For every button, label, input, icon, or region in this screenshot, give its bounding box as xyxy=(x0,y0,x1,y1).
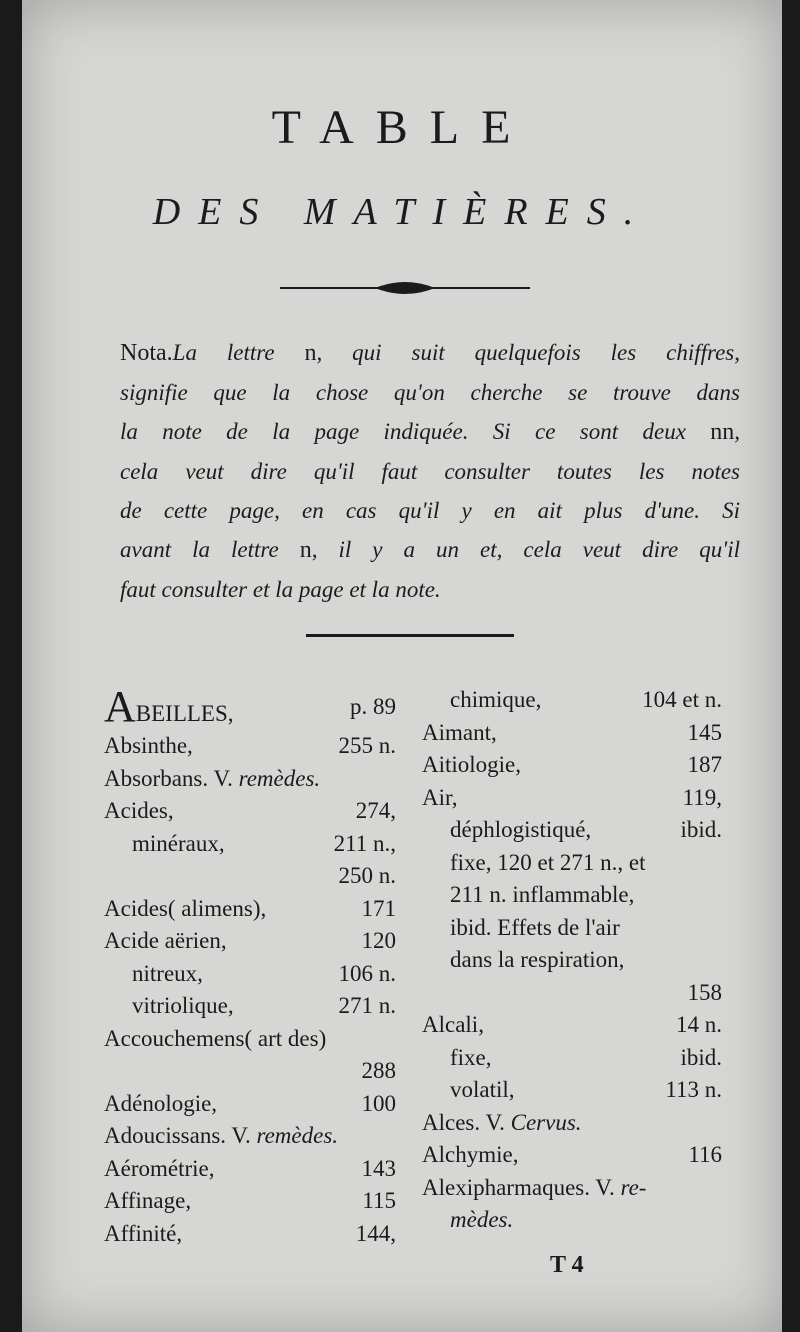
index-entry xyxy=(104,684,396,730)
entry-term-text: BEILLES, xyxy=(135,701,234,726)
entry-page-ref: p. 89 xyxy=(350,694,396,719)
entry-term-text: Affinage, xyxy=(104,1188,192,1213)
nota-label: Nota. xyxy=(120,340,173,366)
entry-term xyxy=(104,958,203,991)
entry-page-ref: 120 xyxy=(361,928,396,953)
index-entry xyxy=(104,1153,396,1186)
index-entry xyxy=(104,1055,396,1088)
entry-term-text: Acide aërien, xyxy=(104,928,227,953)
index-entry xyxy=(422,1042,722,1075)
entry-term-text: Acides( alimens), xyxy=(104,895,267,921)
nota-text: signifie que la chose qu'on cherche se trouve dans xyxy=(120,380,740,405)
nota-text: avant la lettre xyxy=(120,537,300,562)
index-entry xyxy=(422,717,722,750)
entry-term xyxy=(104,1120,338,1153)
entry-term xyxy=(422,1042,492,1075)
entry-term-text: Air, xyxy=(422,784,458,810)
entry-term-text: Aimant, xyxy=(422,719,497,745)
entry-page-ref: 14 n. xyxy=(676,1012,722,1037)
entry-term xyxy=(104,763,320,796)
index-entry xyxy=(104,860,396,893)
entry-term xyxy=(422,1204,513,1237)
entry-term-text: Absinthe, xyxy=(104,733,193,758)
nota-paragraph xyxy=(120,333,740,609)
index-entry xyxy=(104,1088,396,1121)
entry-page-ref: ibid. xyxy=(680,817,722,842)
index-entry xyxy=(422,1139,722,1172)
entry-term xyxy=(104,1218,182,1251)
entry-term xyxy=(422,912,620,945)
nota-text: cela veut dire qu'il faut consulter toutes les notes xyxy=(120,459,740,484)
page-subtitle: DES MATIÈRES. xyxy=(152,191,652,233)
nota-text: , qui suit quelquefois les chiffres, xyxy=(316,340,740,365)
entry-term-text: Aérométrie, xyxy=(104,1155,215,1181)
nota-line xyxy=(120,412,740,452)
index-entry xyxy=(104,763,396,796)
entry-term xyxy=(422,749,521,782)
entry-page-ref: 158 xyxy=(687,979,722,1005)
entry-page-ref: 106 n. xyxy=(338,960,396,986)
entry-term-text: Adoucissans. V. xyxy=(104,1123,257,1148)
nota-text: La lettre xyxy=(172,340,305,365)
index-entry xyxy=(422,944,722,977)
entry-term-text: fixe, xyxy=(450,1044,492,1070)
entry-term-italic: remèdes. xyxy=(238,765,321,791)
entry-term-text: dans la respiration, xyxy=(450,947,625,972)
entry-page-ref: 255 n. xyxy=(338,733,396,758)
entry-term-text: Adénologie, xyxy=(104,1090,218,1116)
index-entry xyxy=(422,847,722,880)
entry-term xyxy=(422,944,624,977)
entry-term-text: ibid. Effets de l'air xyxy=(450,914,620,940)
index-entry xyxy=(104,1185,396,1218)
entry-page-ref: 211 n., xyxy=(333,830,396,856)
entry-page-ref: ibid. xyxy=(680,1044,722,1070)
entry-term xyxy=(422,879,634,912)
entry-term xyxy=(422,684,541,717)
nota-line xyxy=(120,373,740,412)
nota-line xyxy=(120,491,740,530)
index-entry xyxy=(104,958,396,991)
entry-page-ref: 144, xyxy=(355,1220,396,1246)
entry-term-italic: mèdes. xyxy=(450,1207,514,1232)
index-entry xyxy=(422,749,722,782)
nota-letter: n xyxy=(304,340,317,366)
entry-term xyxy=(422,814,591,847)
entry-term xyxy=(104,1185,191,1218)
nota-line xyxy=(120,570,740,609)
entry-term-text: volatil, xyxy=(450,1077,515,1102)
entry-term xyxy=(104,1023,326,1056)
horizontal-rule xyxy=(306,634,514,637)
index-entry xyxy=(104,828,396,861)
entry-page-ref: 250 n. xyxy=(338,863,396,888)
nota-letter: n xyxy=(299,537,312,563)
entry-term xyxy=(422,1107,582,1140)
nota-text: , xyxy=(734,419,740,444)
index-entry xyxy=(422,912,722,945)
entry-term-text: 211 n. inflammable, xyxy=(450,882,635,907)
index-column-left xyxy=(104,684,396,1250)
entry-term-text: fixe, 120 et 271 n., et xyxy=(450,849,646,875)
entry-term-text: Alexipharmaques. V. xyxy=(422,1174,621,1200)
index-entry xyxy=(104,1023,396,1056)
nota-line xyxy=(120,530,740,570)
entry-page-ref: 113 n. xyxy=(665,1077,722,1102)
index-entry xyxy=(422,1107,722,1140)
entry-page-ref: 171 xyxy=(361,895,396,921)
index-entry xyxy=(422,782,722,815)
nota-text: faut consulter et la page et la note. xyxy=(120,577,441,602)
entry-page-ref: 288 xyxy=(361,1058,396,1083)
entry-term xyxy=(104,795,174,828)
entry-term-text: Alces. V. xyxy=(422,1109,511,1135)
entry-page-ref: 187 xyxy=(687,752,722,777)
index-entry xyxy=(422,1204,722,1237)
index-entry xyxy=(104,730,396,763)
entry-term-text: Acides, xyxy=(104,798,174,823)
entry-term-text: déphlogistiqué, xyxy=(450,817,592,842)
entry-term-text: Accouchemens( art des) xyxy=(104,1025,327,1051)
index-entry xyxy=(104,1218,396,1251)
entry-term-italic: Cervus. xyxy=(510,1109,582,1135)
index-entry xyxy=(104,925,396,958)
page-title: TABLE xyxy=(271,101,533,154)
nota-letter: nn xyxy=(710,419,735,445)
entry-term xyxy=(422,1139,518,1172)
entry-term xyxy=(104,893,266,926)
index-entry xyxy=(104,1120,396,1153)
entry-term-text: Affinité, xyxy=(104,1220,183,1246)
index-entry xyxy=(422,1172,722,1205)
nota-text: , il y a un et, cela veut dire qu'il xyxy=(311,537,740,562)
entry-term xyxy=(104,925,227,958)
entry-term-text: nitreux, xyxy=(132,960,203,986)
index-entry xyxy=(422,684,722,717)
entry-term xyxy=(104,1088,217,1121)
index-entry xyxy=(422,1009,722,1042)
entry-term-text: Alchymie, xyxy=(422,1142,519,1167)
index-entry xyxy=(422,879,722,912)
entry-term xyxy=(104,730,193,763)
index-entry xyxy=(422,1074,722,1107)
entry-page-ref: 119, xyxy=(682,784,722,810)
entry-term xyxy=(104,1153,214,1186)
entry-term-text: Aitiologie, xyxy=(422,752,522,777)
entry-page-ref: 104 et n. xyxy=(642,687,722,712)
entry-term-text: vitriolique, xyxy=(132,993,234,1018)
entry-term xyxy=(104,828,225,861)
entry-page-ref: 100 xyxy=(361,1090,396,1116)
entry-page-ref: 271 n. xyxy=(338,993,396,1018)
drop-cap: A xyxy=(104,682,136,731)
nota-line xyxy=(120,452,740,491)
entry-term xyxy=(104,990,234,1023)
entry-term-italic: re- xyxy=(620,1174,647,1200)
entry-term xyxy=(104,684,234,730)
entry-page-ref: 145 xyxy=(687,719,722,745)
index-entry xyxy=(422,977,722,1010)
index-entry xyxy=(104,795,396,828)
entry-term-text: chimique, xyxy=(450,687,542,712)
entry-term-text: Absorbans. V. xyxy=(104,765,239,791)
signature-mark: T 4 xyxy=(550,1252,584,1278)
ornament-divider xyxy=(280,276,530,300)
entry-term-text: minéraux, xyxy=(132,830,225,856)
index-entry xyxy=(104,893,396,926)
index-column-right xyxy=(422,684,722,1237)
entry-term xyxy=(422,847,645,880)
entry-term xyxy=(422,782,458,815)
nota-line xyxy=(120,333,740,373)
entry-term xyxy=(422,1009,484,1042)
index-entry xyxy=(422,814,722,847)
entry-term-italic: remèdes. xyxy=(256,1123,339,1148)
index-entry xyxy=(104,990,396,1023)
entry-term xyxy=(422,717,497,750)
entry-term xyxy=(422,1074,515,1107)
entry-page-ref: 274, xyxy=(355,798,396,823)
nota-text: la note de la page indiquée. Si ce sont deux xyxy=(120,419,711,444)
entry-term xyxy=(422,1172,646,1205)
entry-page-ref: 115 xyxy=(362,1188,396,1213)
entry-page-ref: 143 xyxy=(361,1155,396,1181)
nota-text: de cette page, en cas qu'il y en ait plus d'une. Si xyxy=(120,498,740,523)
entry-page-ref: 116 xyxy=(688,1142,722,1167)
entry-term-text: Alcali, xyxy=(422,1012,484,1037)
page xyxy=(22,0,782,1332)
